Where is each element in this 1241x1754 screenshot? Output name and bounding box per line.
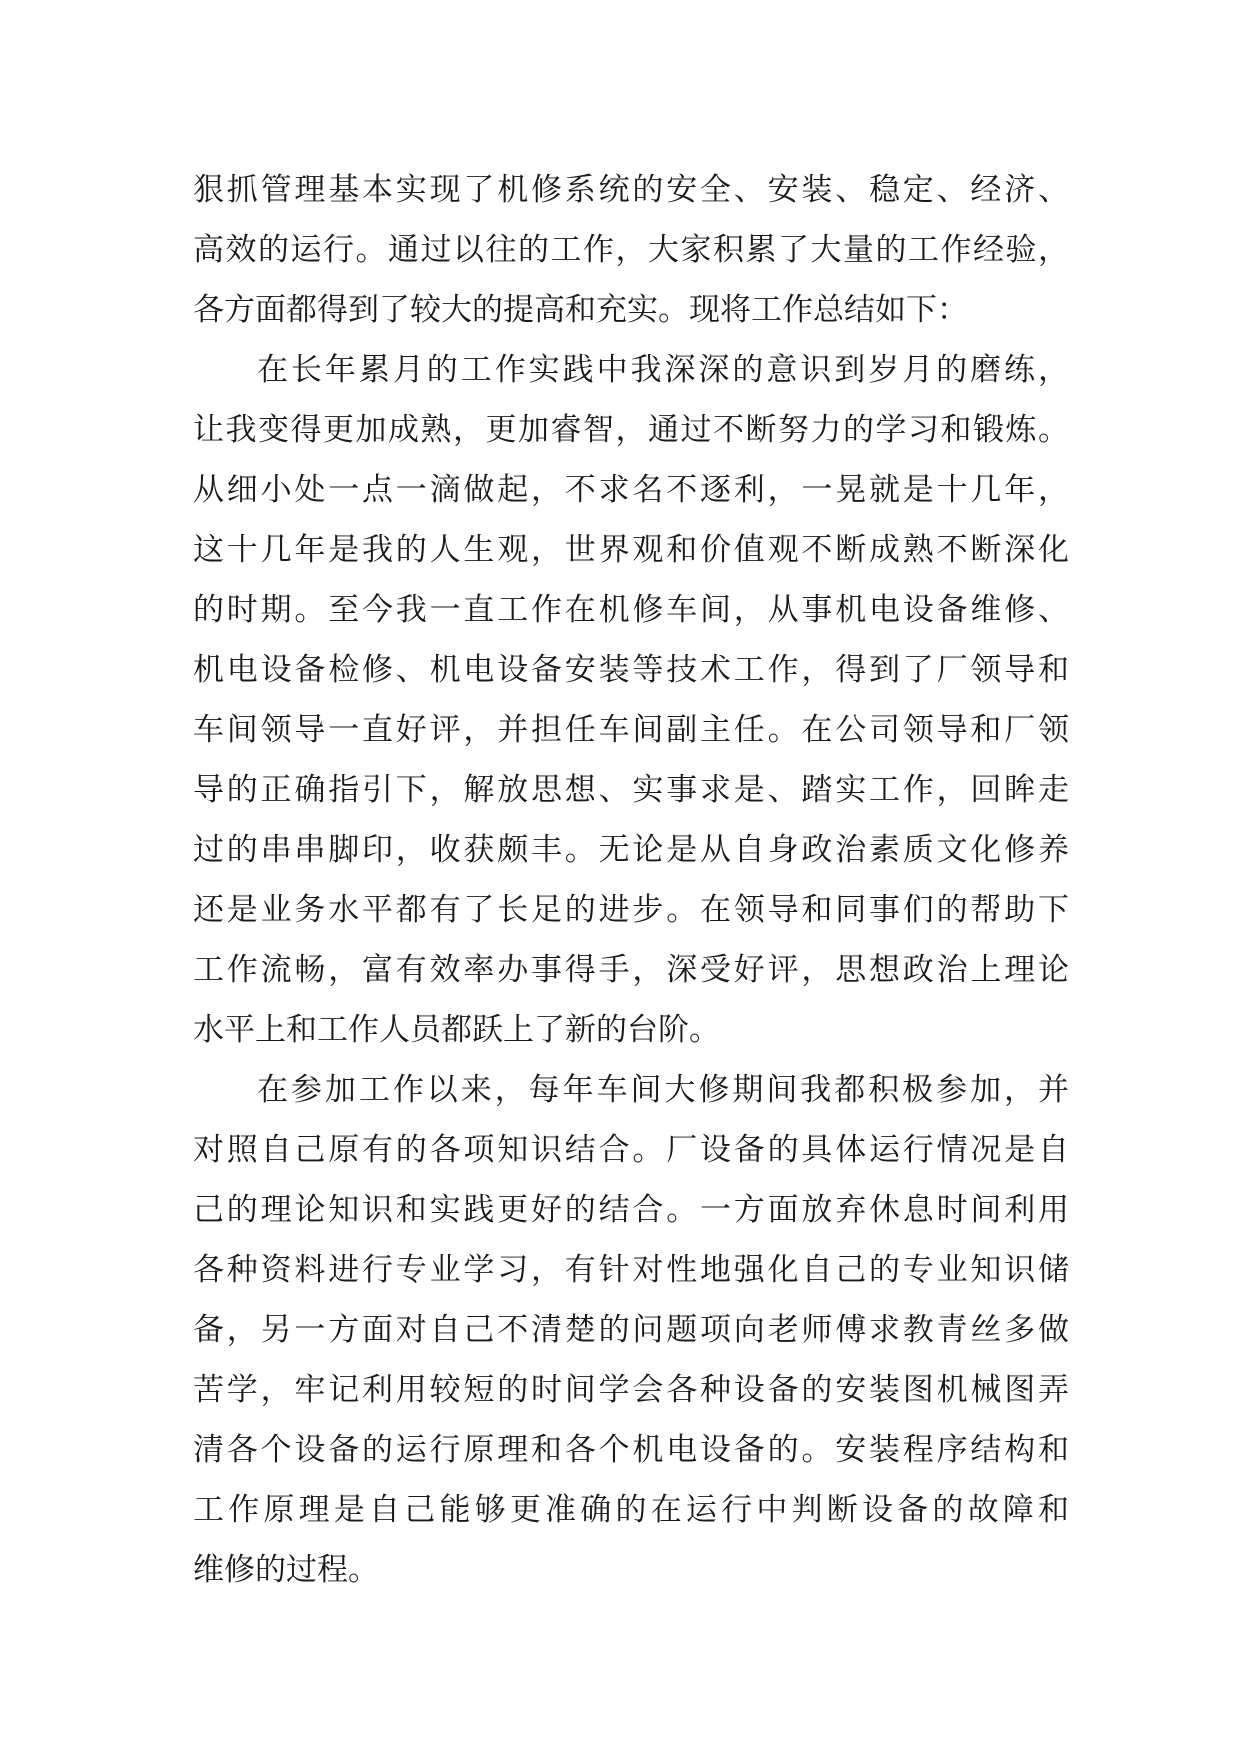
text-line: 维修的过程。	[193, 1552, 379, 1588]
paragraph-2	[193, 340, 1069, 1060]
paragraph-1	[193, 160, 1069, 340]
text-line: 己的理论知识和实践更好的结合。一方面放弃休息时间利用	[193, 1192, 1069, 1228]
text-line: 狠抓管理基本实现了机修系统的安全、安装、稳定、经济、	[193, 172, 1069, 208]
text-line: 各种资料进行专业学习，有针对性地强化自己的专业知识储	[193, 1252, 1069, 1288]
text-line: 车间领导一直好评，并担任车间副主任。在公司领导和厂领	[193, 712, 1069, 748]
text-line: 水平上和工作人员都跃上了新的台阶。	[193, 1012, 720, 1048]
text-line: 备，另一方面对自己不清楚的问题项向老师傅求教青丝多做	[193, 1312, 1069, 1348]
text-line: 工作原理是自己能够更准确的在运行中判断设备的故障和	[193, 1492, 1069, 1528]
text-line: 高效的运行。通过以往的工作，大家积累了大量的工作经验，	[193, 232, 1069, 268]
text-line: 这十几年是我的人生观，世界观和价值观不断成熟不断深化	[193, 532, 1069, 568]
paragraph-3	[193, 1060, 1069, 1600]
text-line: 对照自己原有的各项知识结合。厂设备的具体运行情况是自	[193, 1132, 1069, 1168]
text-line: 在长年累月的工作实践中我深深的意识到岁月的磨练，	[257, 352, 1069, 388]
text-line: 还是业务水平都有了长足的进步。在领导和同事们的帮助下	[193, 892, 1069, 928]
text-line: 过的串串脚印，收获颇丰。无论是从自身政治素质文化修养	[193, 832, 1069, 868]
text-line: 各方面都得到了较大的提高和充实。现将工作总结如下：	[193, 292, 968, 328]
text-line: 在参加工作以来，每年车间大修期间我都积极参加，并	[257, 1072, 1069, 1108]
body-text	[193, 160, 1069, 1600]
text-line: 的时期。至今我一直工作在机修车间，从事机电设备维修、	[193, 592, 1069, 628]
text-line: 工作流畅，富有效率办事得手，深受好评，思想政治上理论	[193, 952, 1069, 988]
text-line: 机电设备检修、机电设备安装等技术工作，得到了厂领导和	[193, 652, 1069, 688]
text-line: 清各个设备的运行原理和各个机电设备的。安装程序结构和	[193, 1432, 1069, 1468]
text-line: 让我变得更加成熟，更加睿智，通过不断努力的学习和锻炼。	[193, 412, 1069, 448]
text-line: 从细小处一点一滴做起，不求名不逐利，一晃就是十几年，	[193, 472, 1069, 508]
text-line: 导的正确指引下，解放思想、实事求是、踏实工作，回眸走	[193, 772, 1069, 808]
text-line: 苦学，牢记利用较短的时间学会各种设备的安装图机械图弄	[193, 1372, 1069, 1408]
